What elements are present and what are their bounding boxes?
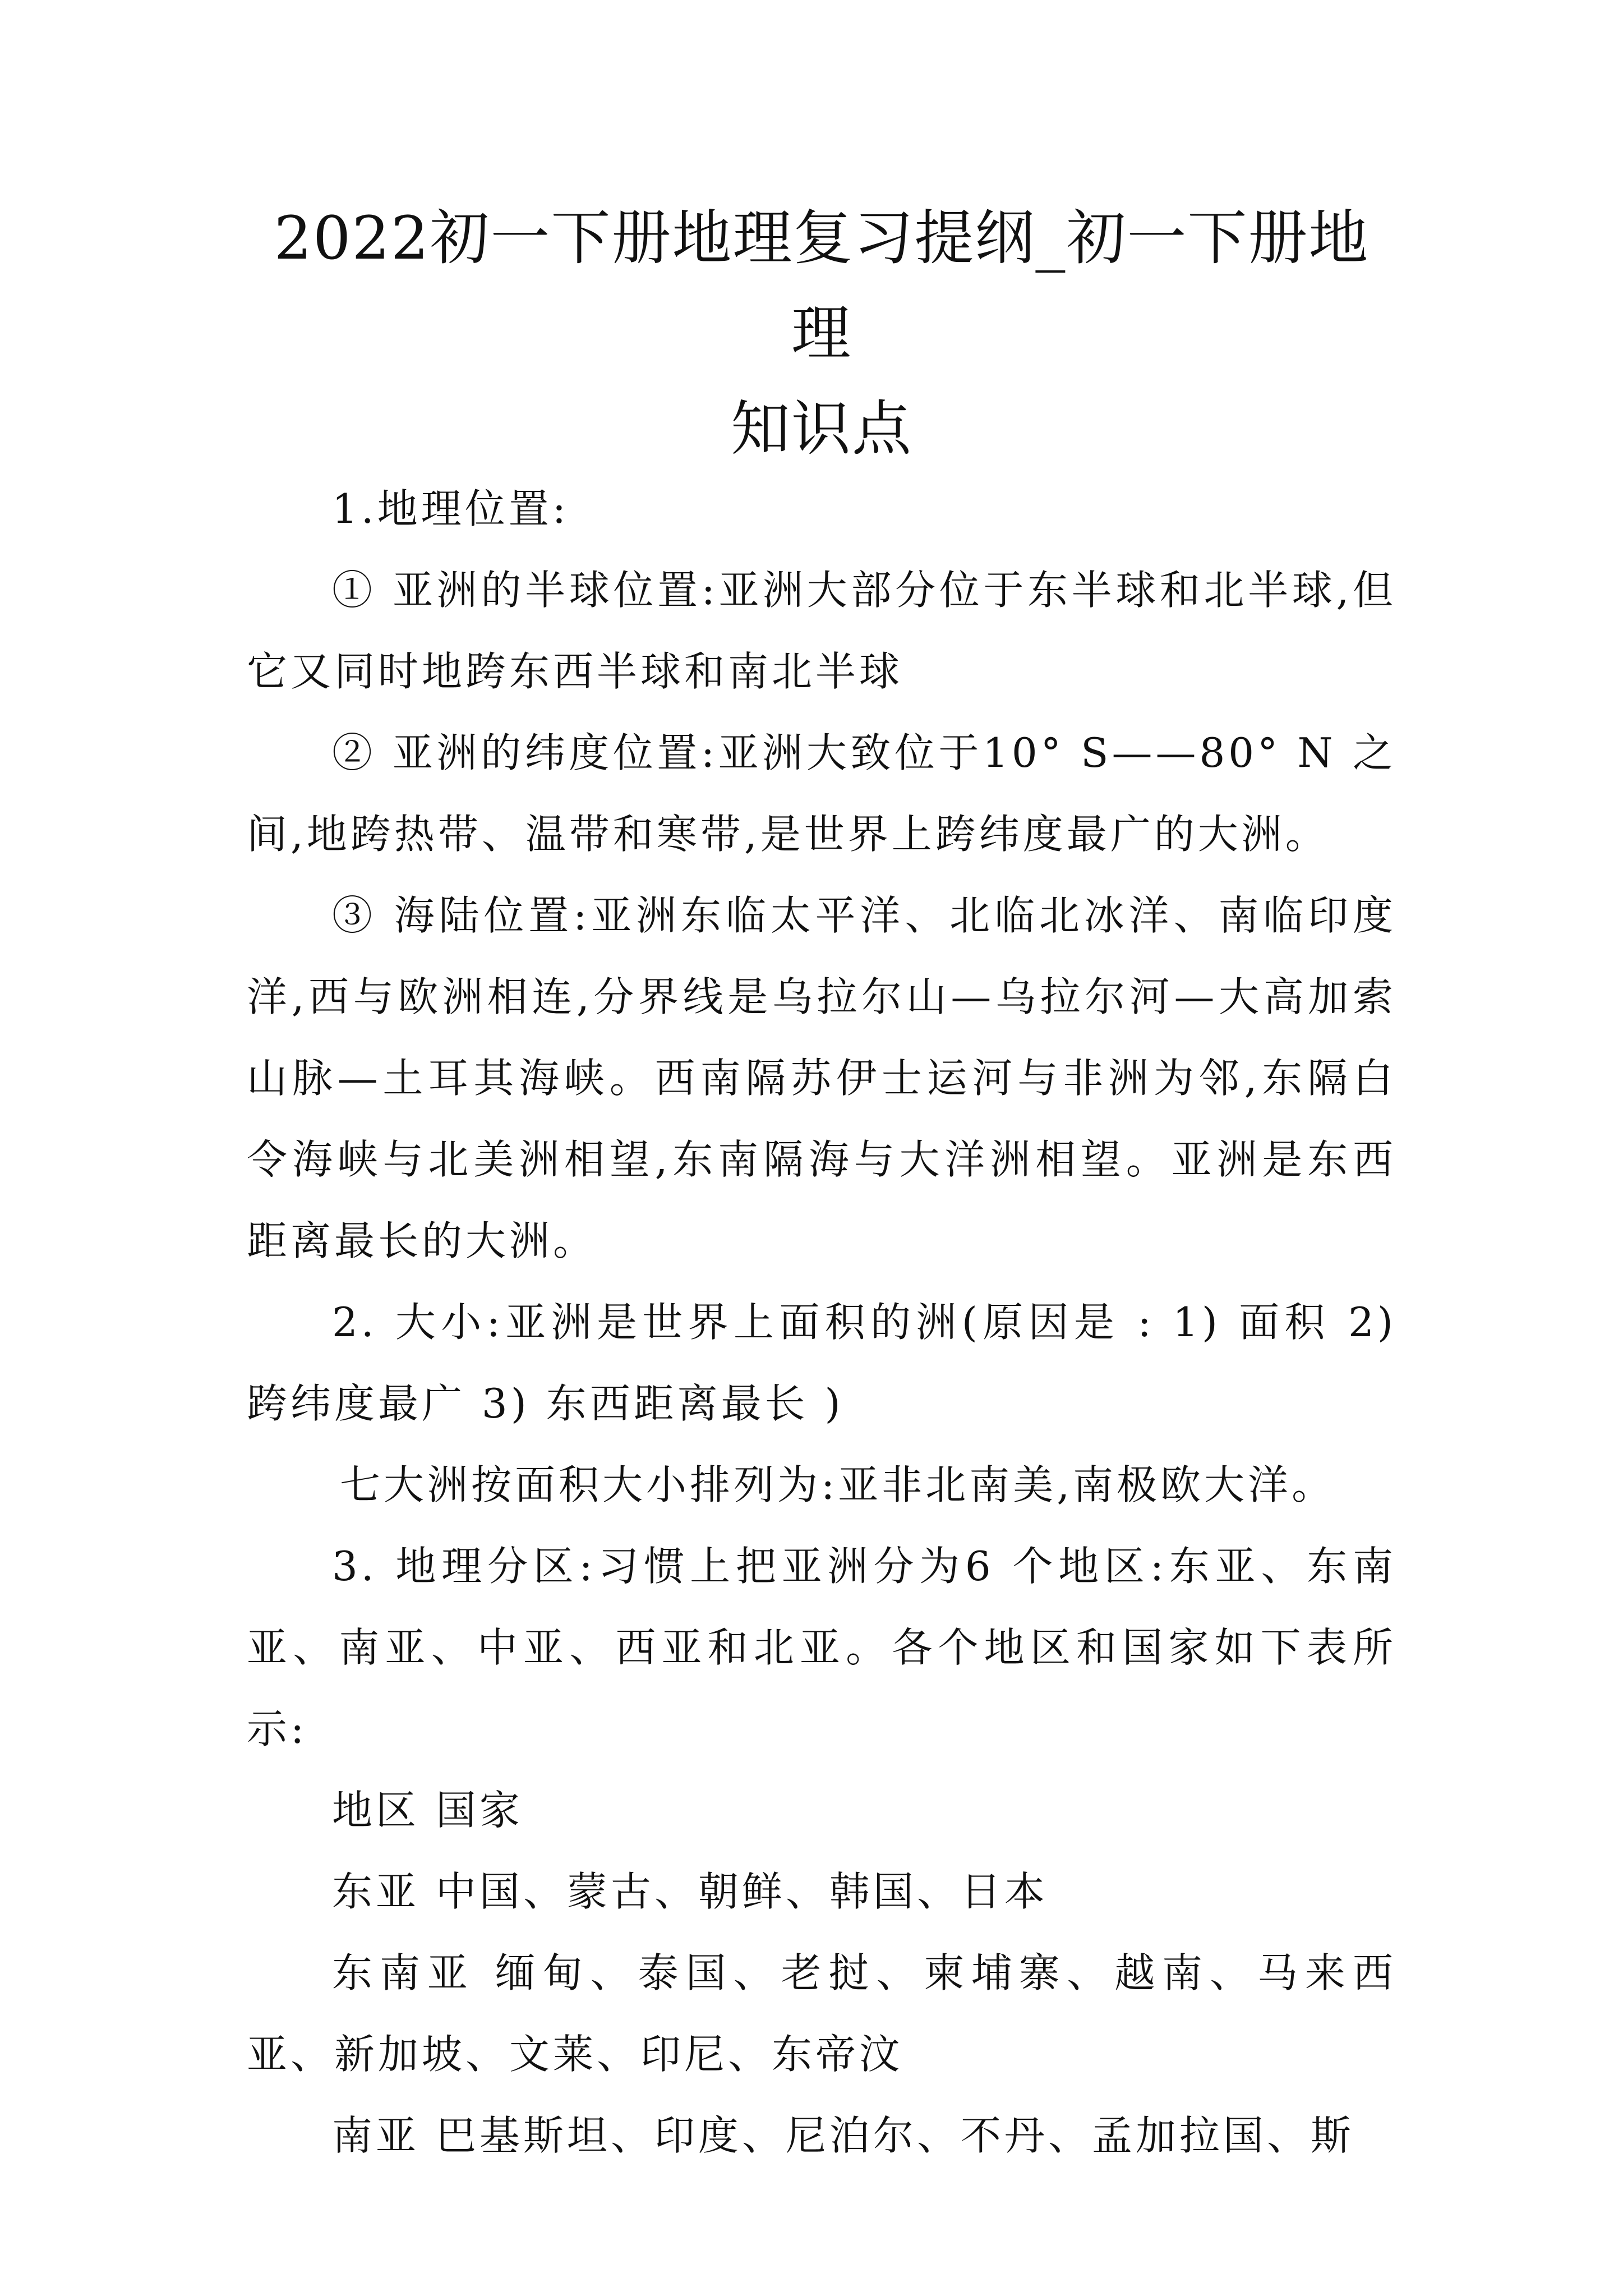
paragraph-geo-position-heading: 1.地理位置: <box>332 485 569 532</box>
paragraph-sea-land-position: ③ 海陆位置:亚洲东临太平洋、北临北冰洋、南临印度洋,西与欧洲相连,分界线是乌拉尔山—乌拉尔河—大高加索山脉—土耳其海峡。西南隔苏伊士运河与非洲为邻,东隔白令海峡与北美洲相望,东南隔海与大洋洲相望。亚洲是东西距离最长的大洲。 <box>247 892 1396 1264</box>
paragraph-hemisphere-position: ① 亚洲的半球位置:亚洲大部分位于东半球和北半球,但它又同时地跨东西半球和南北半球 <box>247 567 1396 695</box>
title-line-2: 知识点 <box>731 394 912 463</box>
table-row-southeast-asia: 东南亚 缅甸、泰国、老挝、柬埔寨、越南、马来西亚、新加坡、文莱、印尼、东帝汶 <box>247 1949 1396 2078</box>
table-row-east-asia: 东亚 中国、蒙古、朝鲜、韩国、日本 <box>332 1868 1048 1915</box>
paragraph-continent-order: 七大洲按面积大小排列为:亚非北南美,南极欧大洋。 <box>340 1461 1336 1508</box>
document-title <box>247 191 1396 477</box>
table-header-row: 地区 国家 <box>332 1787 523 1834</box>
table-row-south-asia: 南亚 巴基斯坦、印度、尼泊尔、不丹、孟加拉国、斯 <box>332 2112 1354 2159</box>
title-line-1: 2022初一下册地理复习提纲_初一下册地理 <box>274 204 1370 368</box>
paragraph-size: 2. 大小:亚洲是世界上面积的洲(原因是 : 1) 面积 2) 跨纬度最广 3) 东西距离最长 ) <box>247 1299 1396 1427</box>
paragraph-latitude-position: ② 亚洲的纬度位置:亚洲大致位于10° S——80° N 之间,地跨热带、温带和寒带,是世界上跨纬度最广的大洲。 <box>247 729 1396 858</box>
paragraph-regions: 3. 地理分区:习惯上把亚洲分为6 个地区:东亚、东南亚、南亚、中亚、西亚和北亚。各个地区和国家如下表所示: <box>247 1543 1396 1752</box>
document-body <box>247 468 1396 2177</box>
